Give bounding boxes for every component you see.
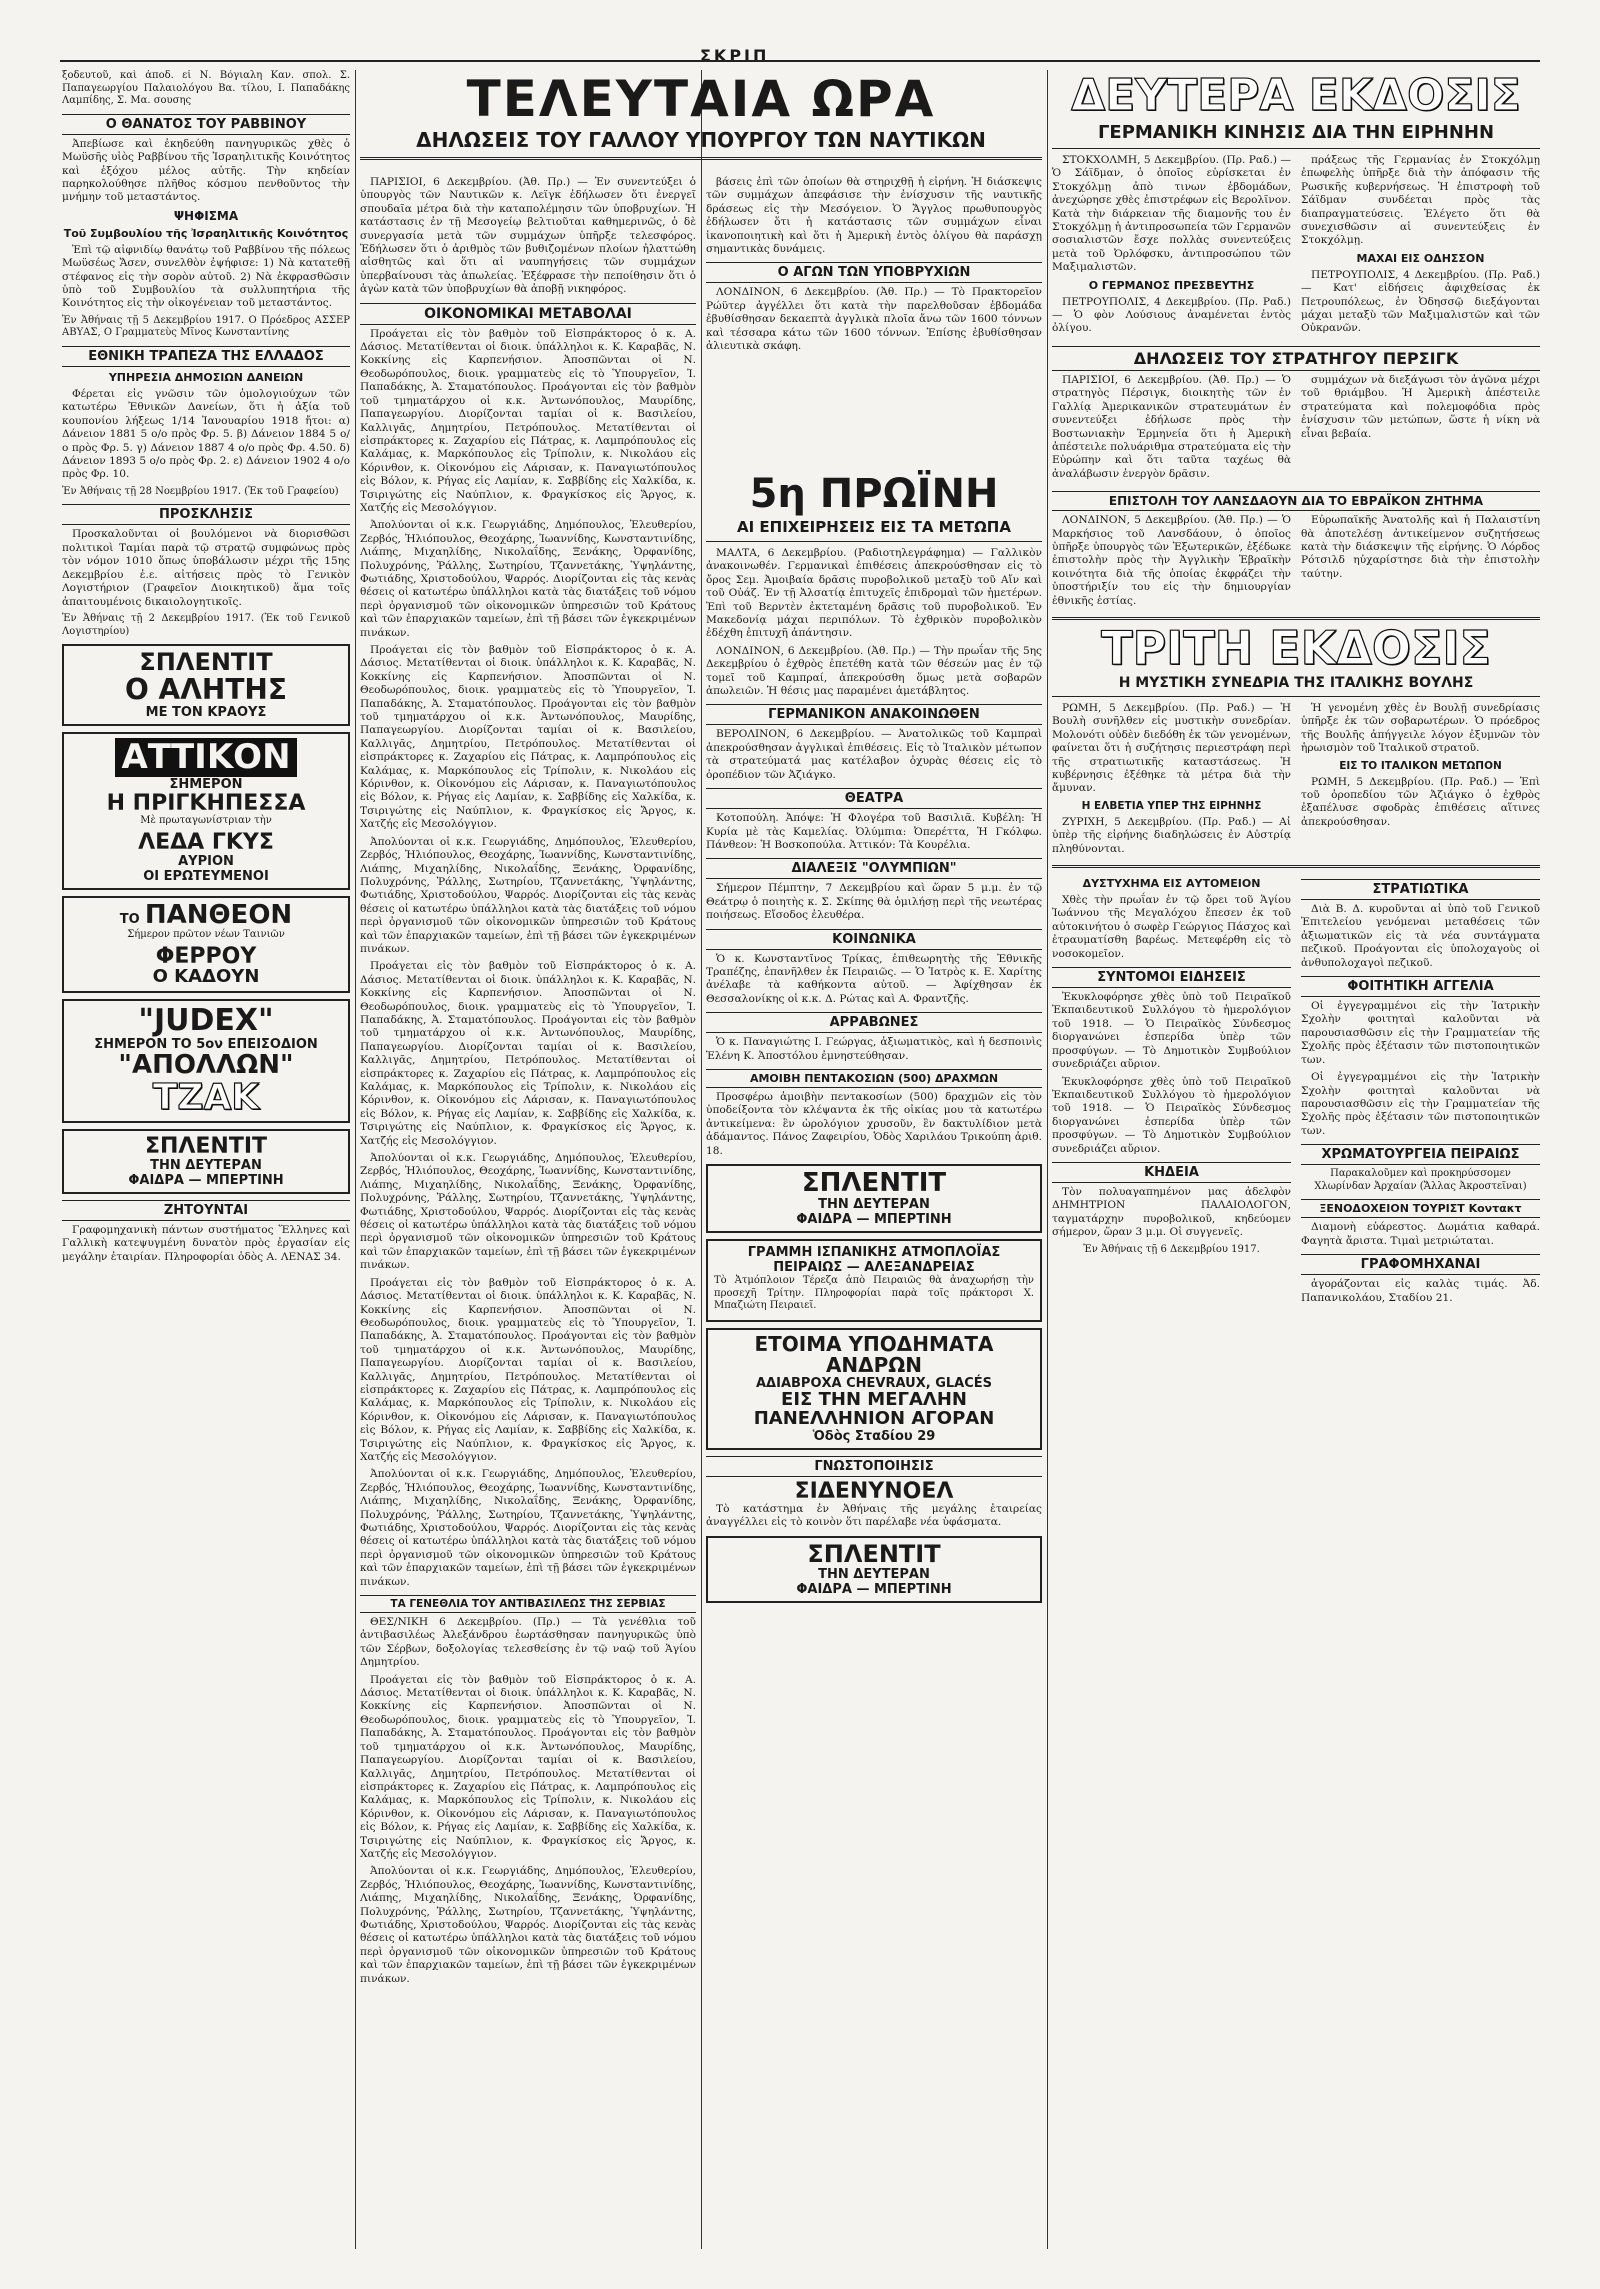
masthead-mini: ΣΚΡΙΠ [700,46,770,65]
vote-body: Ἐπὶ τῷ αἰφνιδίῳ θανάτῳ τοῦ Ραββίνου τῆς πόλεως Μωϋσέως Ἄσεν, συνελθὸν ἐψήφισε: 1) Νὰ κατατεθῇ στέφανος εἰς τὴν σορὸν αὐτοῦ. 2) Νὰ ἐκφρασθῶσιν ὑπὸ τοῦ Συμβουλίου τὰ συλλυπητήρια τῆς Κοινότητος εἰς τὴν οἰκογένειαν τοῦ μεταστάντος. [62,243,350,310]
pershing-right: συμμάχων νὰ διεξάγωσι τὸν ἀγῶνα μέχρι τοῦ θριάμβου. Ἡ Ἀμερικὴ ἀπέστειλε στρατεύματα καὶ πολεμοφόδια πρὸς ἐνίσχυσιν τῶν μετώπων, ὥστε ἡ νίκη νὰ εἶναι βεβαία. [1301,373,1540,440]
judex-title: "JUDEX" [138,1003,274,1039]
students-body-cont: Οἱ ἐγγεγραμμένοι εἰς τὴν Ἰατρικὴν Σχολὴν φοιτηταὶ καλοῦνται νὰ παρουσιασθῶσιν εἰς τὴν Γραμματείαν τῆς Σχολῆς πρὸς ἐξέτασιν τῶν πιστοποιητικῶν των. [1301,1071,1540,1137]
maximal-body: ΠΕΤΡΟΥΠΟΛΙΣ, 4 Δεκεμβρίου. (Πρ. Ραδ.) — Κατ' εἰδήσεις ἀφιχθείσας ἐκ Πετρουπόλεως, ἐν Ὀδησσῷ διεξάγονται μάχαι μεταξὺ τῶν Μαξιμαλιστῶν καὶ τῶν Οὐκρανῶν. [1301,268,1540,335]
vote-sub: Τοῦ Συμβουλίου τῆς Ἰσραηλιτικῆς Κοινότητος [63,226,349,240]
shoes-sub: ΑΔΙΑΒΡΟΧΑ CHEVRAUX, GLACÉS [756,1376,992,1392]
ambass-title: Ο ΓΕΡΜΑΝΟΣ ΠΡΕΣΒΕΥΤΗΣ [1088,278,1255,292]
splendid-ad-2 [706,1536,1042,1603]
tzak: ΤΖΑΚ [152,1076,260,1118]
cinema2-top: ΑΤΤΙΚΟΝ [115,738,296,778]
invite-title: ΠΡΟΣΚΛΗΣΙΣ [62,504,350,525]
swiss-body: ΖΥΡΙΧΗ, 5 Δεκεμβρίου. (Πρ. Ραδ.) — Αἱ ὑπὲρ τῆς εἰρήνης διαδηλώσεις ἐν Αὐστρίᾳ πληθύνονται. [1052,815,1291,855]
cinema2-title: Η ΠΡΙΓΚΗΠΕΣΣΑ [106,791,306,817]
right-body1: βάσεις ἐπὶ τῶν ὁποίων θὰ στηριχθῇ ἡ εἰρήνη. Ἡ διάσκεψις τῶν συμμάχων ἀπεφάσισε τὴν ἐνίσχυσιν τῆς ναυτικῆς δράσεως εἰς τὴν Μεσόγειον. Ὁ Ἄγγλος πρωθυπουργὸς ἐδήλωσεν ὅτι ἡ κατάστασις τῶν συμμάχων εἶναι ἱκανοποιητικὴ καὶ ὅτι ἡ Ἀμερικὴ ἐντὸς ὀλίγου θὰ παράσχῃ σημαντικὰς δυνάμεις. [706,176,1042,256]
brief-body-cont: Ἐκυκλοφόρησε χθὲς ὑπὸ τοῦ Πειραϊκοῦ Ἐκπαιδευτικοῦ Συλλόγου τὸ ἡμερολόγιον τοῦ 1918. — Ὁ Πειραϊκὸς Σύνδεσμος διοργανώνει ἐσπερίδα ὑπὲρ τῶν προσφύγων. — Τὸ Δημοτικὸν Συμβούλιον συνεδριάζει αὔριον. [1052,1075,1291,1155]
econ-body2-cont2: Ἀπολύονται οἱ κ.κ. Γεωργιάδης, Δημόπουλος, Ἐλευθερίου, Ζερβός, Ἠλιόπουλος, Θεοχάρης, Ἰωαννίδης, Κωνσταντινίδης, Λιάπης, Μιχαηλίδης, Νικολαΐδης, Ξενάκης, Ὀρφανίδης, Πολυχρόνης, Ῥάλλης, Σωτηρίου, Τζαννετάκης, Ὑψηλάντης, Φωτιάδης, Χριστοδούλου, Ψαρρός. Διορίζονται εἰς τὰς κενὰς θέσεις οἱ κατωτέρω ὑπάλληλοι κατὰ τὰς διατάξεις τοῦ νόμου περὶ ὀργανισμοῦ τῶν οἰκονομικῶν ὑπηρεσιῶν τοῦ Κράτους καὶ τῶν ἐπαρχιακῶν ταμείων, ἐπὶ τῇ βάσει τῶν ἐγκεκριμένων πινάκων. [360,1152,696,1272]
typewriter-title: ΓΡΑΦΟΜΗΧΑΝΑΙ [1301,1254,1540,1275]
third-edition-title: ΤΡΙΤΗ ΕΚΔΟΣΙΣ [1101,620,1491,675]
notice-title: ΓΝΩΣΤΟΠΟΙΗΣΙΣ [706,1456,1042,1477]
students-body: Οἱ ἐγγεγραμμένοι εἰς τὴν Ἰατρικὴν Σχολὴν φοιτηταὶ καλοῦνται νὰ παρουσιασθῶσιν εἰς τὴν Γραμματείαν τῆς Σχολῆς πρὸς ἐξέτασιν τῶν πιστοποιητικῶν των. [1301,1000,1540,1066]
cinema2-star: ΛΕΔΑ ΓΚΥΣ [138,830,274,856]
last-hour-title: ΤΕΛΕΥΤΑΙΑ ΩΡΑ [466,70,936,128]
econ-body2-cont4: Ἀπολύονται οἱ κ.κ. Γεωργιάδης, Δημόπουλος, Ἐλευθερίου, Ζερβός, Ἠλιόπουλος, Θεοχάρης, Ἰωαννίδης, Κωνσταντινίδης, Λιάπης, Μιχαηλίδης, Νικολαΐδης, Ξενάκης, Ὀρφανίδης, Πολυχρόνης, Ῥάλλης, Σωτηρίου, Τζαννετάκης, Ὑψηλάντης, Φωτιάδης, Χριστοδούλου, Ψαρρός. Διορίζονται εἰς τὰς κενὰς θέσεις οἱ κατωτέρω ὑπάλληλοι κατὰ τὰς διατάξεις τοῦ νόμου περὶ ὀργανισμοῦ τῶν οἰκονομικῶν ὑπηρεσιῶν τοῦ Κράτους καὶ τῶν ἐπαρχιακῶν ταμείων, ἐπὶ τῇ βάσει τῶν ἐγκεκριμένων πινάκων. [360,1865,696,1985]
lans-title: ΕΠΙΣΤΟΛΗ ΤΟΥ ΛΑΝΣΔΑΟΥΝ ΔΙΑ ΤΟ ΕΒΡΑΪΚΟΝ ΖΗΤΗΜΑ [1052,491,1540,511]
theatre-body: Κοτοπούλη. Ἀπόψε: Ἡ Φλογέρα τοῦ Βασιλιᾶ. Κυβέλη: Ἡ Κυρία μὲ τὰς Καμελίας. Ὀλύμπια: Ὀπερέττα, Ἡ Γκόλφω. Πάνθεον: Ἡ Βοσκοπούλα. Ἀττικόν: Τὰ Κουρέλια. [706,812,1042,851]
econ-body2-cont3: Ἀπολύονται οἱ κ.κ. Γεωργιάδης, Δημόπουλος, Ἐλευθερίου, Ζερβός, Ἠλιόπουλος, Θεοχάρης, Ἰωαννίδης, Κωνσταντινίδης, Λιάπης, Μιχαηλίδης, Νικολαΐδης, Ξενάκης, Ὀρφανίδης, Πολυχρόνης, Ῥάλλης, Σωτηρίου, Τζαννετάκης, Ὑψηλάντης, Φωτιάδης, Χριστοδούλου, Ψαρρός. Διορίζονται εἰς τὰς κενὰς θέσεις οἱ κατωτέρω ὑπάλληλοι κατὰ τὰς διατάξεις τοῦ νόμου περὶ ὀργανισμοῦ τῶν οἰκονομικῶν ὑπηρεσιῶν τοῦ Κράτους καὶ τῶν ἐπαρχιακῶν ταμείων, ἐπὶ τῇ βάσει τῶν ἐγκεκριμένων πινάκων. [360,1468,696,1588]
splendid-sub2: ΦΑΙΔΡΑ — ΜΠΕΡΤΙΝΗ [796,1212,952,1228]
cinema3-mid: ΦΕΡΡΟΥ [155,944,257,970]
splendid-title: ΣΠΛΕΝΤΙΤ [801,1168,947,1198]
econ-body-cont: Προάγεται εἰς τὸν βαθμὸν τοῦ Εἰσπράκτορος ὁ κ. Α. Δάσιος. Μετατίθενται οἱ διοικ. ὑπάλληλοι κ. Κ. Καραβᾶς, Ν. Κοκκίνης εἰς Καρπενήσιον. Ἀποσπῶνται οἱ Ν. Θεοδωρόπουλος, διοικ. γραμματεὺς εἰς τὸ Ὑπουργεῖον, Ἰ. Παπαδάκης, Ἀ. Σταματόπουλος. Προάγονται εἰς τὸν βαθμὸν τοῦ τμηματάρχου οἱ κ.κ. Ἀντωνόπουλος, Μαυρίδης, Παπαγεωργίου. Διορίζονται ταμίαι οἱ κ. Βασιλείου, Καλλιγᾶς, Δημητρίου, Πετρόπουλος. Μετατίθενται οἱ εἰσπράκτορες κ. Ζαχαρίου εἰς Πάτρας, κ. Λαμπρόπουλος εἰς Καλάμας, κ. Μαρκόπουλος εἰς Τρίπολιν, κ. Νικολάου εἰς Κόρινθον, κ. Οἰκονόμου εἰς Λάρισαν, κ. Παναγιωτόπουλος εἰς Βόλον, κ. Ρήγας εἰς Λαμίαν, κ. Σαββίδης εἰς Χαλκίδα, κ. Τσιριγώτης εἰς Ναύπλιον, κ. Φραγκίσκος εἰς Ἄργος, κ. Χατζής εἰς Μεσολόγγιον. [360,644,696,831]
line-ad [706,1239,1042,1322]
splendid2-sub: ΤΗΝ ΔΕΥΤΕΡΑΝ [818,1566,930,1582]
german-title: ΓΕΡΜΑΝΙΚΟΝ ΑΝΑΚΟΙΝΩΘΕΝ [706,704,1042,725]
army-title: ΣΤΡΑΤΙΩΤΙΚΑ [1301,879,1540,900]
col3-lower [1052,873,1540,1309]
accident-title: ΔΥΣΤΥΧΗΜΑ ΕΙΣ ΑΥΤΟΜΕΙΟΝ [1082,877,1261,891]
olympia-title: ΔΙΑΛΕΞΙΣ "ΟΛΥΜΠΙΩΝ" [706,858,1042,879]
bank-sub: ΥΠΗΡΕΣΙΑ ΔΗΜΟΣΙΩΝ ΔΑΝΕΙΩΝ [108,371,304,385]
second-body-left: ΣΤΟΚΧΟΛΜΗ, 5 Δεκεμβρίου. (Πρ. Ραδ.) — Ὁ Σάϊδμαν, ὁ ὁποῖος εὑρίσκεται ἐν Στοκχόλμῃ ἀπὸ τινων ἑβδομάδων, ἀνεχώρησε χθὲς ἐπιστρέφων εἰς Βερολῖνον. Κατὰ τὴν διάρκειαν τῆς διαμονῆς του ἐν Στοκχόλμῃ ἡ ἀντιπροσωπεία τῶν Γερμανῶν σοσιαλιστῶν ἔσχε πολλὰς συνεντεύξεις μετὰ τοῦ Ὀρλόφσκυ, ἀντιπροσώπου τῶν Μαξιμαλιστῶν. [1052,154,1291,274]
econ-body-cont3: Προάγεται εἰς τὸν βαθμὸν τοῦ Εἰσπράκτορος ὁ κ. Α. Δάσιος. Μετατίθενται οἱ διοικ. ὑπάλληλοι κ. Κ. Καραβᾶς, Ν. Κοκκίνης εἰς Καρπενήσιον. Ἀποσπῶνται οἱ Ν. Θεοδωρόπουλος, διοικ. γραμματεὺς εἰς τὸ Ὑπουργεῖον, Ἰ. Παπαδάκης, Ἀ. Σταματόπουλος. Προάγονται εἰς τὸν βαθμὸν τοῦ τμηματάρχου οἱ κ.κ. Ἀντωνόπουλος, Μαυρίδης, Παπαγεωργίου. Διορίζονται ταμίαι οἱ κ. Βασιλείου, Καλλιγᾶς, Δημητρίου, Πετρόπουλος. Μετατίθενται οἱ εἰσπράκτορες κ. Ζαχαρίου εἰς Πάτρας, κ. Λαμπρόπουλος εἰς Καλάμας, κ. Μαρκόπουλος εἰς Τρίπολιν, κ. Νικολάου εἰς Κόρινθον, κ. Οἰκονόμου εἰς Λάρισαν, κ. Παναγιωτόπουλος εἰς Βόλον, κ. Ρήγας εἰς Λαμίαν, κ. Σαββίδης εἰς Χαλκίδα, κ. Τσιριγώτης εἰς Ναύπλιον, κ. Φραγκίσκος εἰς Ἄργος, κ. Χατζής εἰς Μεσολόγγιον. [360,1276,696,1463]
olympia-body: Σήμερον Πέμπτην, 7 Δεκεμβρίου καὶ ὥραν 5 μ.μ. ἐν τῷ Θεάτρῳ ὁ ποιητὴς κ. Σ. Σκίπης θὰ ὁμιλήσῃ περὶ τῆς νεωτέρας ποιήσεως. Εἴσοδος ἐλευθέρα. [706,882,1042,922]
engage-title: ΑΡΡΑΒΩΝΕΣ [706,1012,1042,1033]
social-title: ΚΟΙΝΩΝΙΚΑ [706,929,1042,950]
last-hour-sub: ΔΗΛΩΣΕΙΣ ΤΟΥ ΓΑΛΛΟΥ ΥΠΟΥΡΓΟΥ ΤΩΝ ΝΑΥΤΙΚΩΝ [416,128,986,152]
pershing-body [1052,374,1540,485]
cinema1-title: Ο ΑΛΗΤΗΣ [125,673,287,707]
third-body [1052,702,1540,860]
cinema3-body: Σήμερον πρῶτον νέων Ταινιῶν [127,929,285,941]
shoes-where: ΕΙΣ ΤΗΝ ΜΕΓΑΛΗΝ ΠΑΝΕΛΛΗΝΙΟΝ ΑΓΟΡΑΝ [753,1389,995,1429]
cinema3-kados: Ο ΚΑΔΟΥΝ [152,966,260,988]
column-rule [1047,70,1048,2249]
cinema2-next: ΟΙ ΕΡΩΤΕΥΜΕΝΟΙ [143,869,269,885]
cinema2-note: Μὲ πρωταγωνίστριαν τὴν [140,815,272,827]
pershing-left: ΠΑΡΙΣΙΟΙ, 6 Δεκεμβρίου. (Ἀθ. Πρ.) — Ὁ στρατηγὸς Πέρσιγκ, διοικητὴς τῶν ἐν Γαλλίᾳ Ἀμερικανικῶν στρατευμάτων ἐν συνεντεύξει ἐδήλωσε πρὸς τὴν Βοστωνιακὴν Ἑρμηνεία ὅτι ἡ Ἀμερικὴ ἀπέστειλε πολυάριθμα στρατεύματα εἰς τὴν Εὐρώπην καὶ ὅτι ταῦτα ταχέως θὰ ἀναλάβωσιν ἐνεργὸν δρᾶσιν. [1052,373,1291,480]
students-title: ΦΟΙΤΗΤΙΚΗ ΑΓΓΕΛΙΑ [1301,976,1540,997]
splendid-b-sub2: ΦΑΙΔΡΑ — ΜΠΕΡΤΙΝΗ [128,1172,284,1188]
brief-body: Ἐκυκλοφόρησε χθὲς ὑπὸ τοῦ Πειραϊκοῦ Ἐκπαιδευτικοῦ Συλλόγου τὸ ἡμερολόγιον τοῦ 1918. — Ὁ Πειραϊκὸς Σύνδεσμος διοργανώνει ἐσπερίδα ὑπὲρ τῶν προσφύγων. — Τὸ Δημοτικὸν Συμβούλιον συνεδριάζει αὔριον. [1052,991,1291,1071]
notice-body: Τὸ κατάστημα ἐν Ἀθήναις τῆς μεγάλης ἑταιρείας ἀναγγέλλει εἰς τὸ κοινὸν ὅτι παρέλαβε νέα ὑφάσματα. [706,1502,1042,1529]
cinema1-top: ΣΠΛΕΝΤΙΤ [139,648,273,677]
invite-body: Προσκαλοῦνται οἱ βουλόμενοι νὰ διορισθῶσι πολιτικοὶ Ταμίαι παρὰ τῷ στρατῷ συμφώνως πρὸς τὸν νόμον 1010 ὅπως ὑποβάλωσιν μέχρι τῆς 15ης Δεκεμβρίου ἐ.ε. αἰτήσεις πρὸς τὸ Γενικὸν Λογιστήριον (Γραφεῖον Διοικητικοῦ) ἅμα τοῖς ἀπαιτουμένοις δικαιολογητικοῖς. [62,528,350,608]
funeral-date: Ἐν Ἀθήναις τῇ 6 Δεκεμβρίου 1917. [1083,1243,1260,1255]
econ-body-cont4: Προάγεται εἰς τὸν βαθμὸν τοῦ Εἰσπράκτορος ὁ κ. Α. Δάσιος. Μετατίθενται οἱ διοικ. ὑπάλληλοι κ. Κ. Καραβᾶς, Ν. Κοκκίνης εἰς Καρπενήσιον. Ἀποσπῶνται οἱ Ν. Θεοδωρόπουλος, διοικ. γραμματεὺς εἰς τὸ Ὑπουργεῖον, Ἰ. Παπαδάκης, Ἀ. Σταματόπουλος. Προάγονται εἰς τὸν βαθμὸν τοῦ τμηματάρχου οἱ κ.κ. Ἀντωνόπουλος, Μαυρίδης, Παπαγεωργίου. Διορίζονται ταμίαι οἱ κ. Βασιλείου, Καλλιγᾶς, Δημητρίου, Πετρόπουλος. Μετατίθενται οἱ εἰσπράκτορες κ. Ζαχαρίου εἰς Πάτρας, κ. Λαμπρόπουλος εἰς Καλάμας, κ. Μαρκόπουλος εἰς Τρίπολιν, κ. Νικολάου εἰς Κόρινθον, κ. Οἰκονόμου εἰς Λάρισαν, κ. Παναγιωτόπουλος εἰς Βόλον, κ. Ρήγας εἰς Λαμίαν, κ. Σαββίδης εἰς Χαλκίδα, κ. Τσιριγώτης εἰς Ναύπλιον, κ. Φραγκίσκος εἰς Ἄργος, κ. Χατζής εἰς Μεσολόγγιον. [360,1673,696,1860]
german-body: ΒΕΡΟΛΙΝΟΝ, 6 Δεκεμβρίου. — Ἀνατολικῶς τοῦ Καμπραὶ ἀπεκρούσθησαν ἀγγλικαὶ ἐπιθέσεις. Εἰς τὸ Ἰταλικὸν μέτωπον τὰ στρατεύματά μας κατέλαβον ὀχυρὰς θέσεις εἰς τὸ ὀροπέδιον τῶν Ἀζιάγκο. [706,728,1042,781]
maximal-title: ΜΑΧΑΙ ΕΙΣ ΟΔΗΣΣΟΝ [1356,251,1485,265]
ed5-right: ΛΟΝΔΙΝΟΝ, 6 Δεκεμβρίου. (Ἀθ. Πρ.) — Τὴν πρωΐαν τῆς 5ης Δεκεμβρίου ὁ ἐχθρὸς ἐπετέθη κατὰ τῶν θέσεών μας ἐν τῷ τομεῖ τοῦ Καμπραί, ἀπεκρούσθη ὅμως μετὰ σοβαρῶν ἀπωλειῶν. Ἡ θέσις μας παραμένει ἀμετάβλητος. [706,644,1042,698]
column-rule [355,70,356,2249]
cinema1-sub: ΜΕ ΤΟΝ ΚΡΑΟΥΣ [145,704,267,720]
second-edition-title: ΔΕΥΤΕΡΑ ΕΚΔΟΣΙΣ [1071,70,1521,121]
shoes-title: ΕΤΟΙΜΑ ΥΠΟΔΗΜΑΤΑ ΑΝΔΡΩΝ [754,1332,994,1378]
ital-title: ΕΙΣ ΤΟ ΙΤΑΛΙΚΟΝ ΜΕΤΩΠΟΝ [1339,759,1502,772]
invite-sign: Ἐν Ἀθήναις τῇ 2 Δεκεμβρίου 1917. (Ἐκ τοῦ Γενικοῦ Λογιστηρίου) [62,612,350,637]
accident-body: Χθὲς τὴν πρωΐαν ἐν τῷ ὄρει τοῦ Ἁγίου Ἰωάννου τῆς Μεγαλόχου ἔπεσεν ἐκ τοῦ αὐτοκινήτου ὁ σωφὲρ Γεώργιος Πάσχος καὶ ἐτραυματίσθη βαρέως. Μετεφέρθη εἰς τὸ νοσοκομεῖον. [1052,894,1291,960]
gen-body: ΘΕΣ/ΝΙΚΗ 6 Δεκεμβρίου. (Πρ.) — Τὰ γενέθλια τοῦ ἀντιβασιλέως Ἀλεξάνδρου ἑωρτάσθησαν πανηγυρικῶς ὑπὸ τῶν Σέρβων, δοξολογίας τελεσθείσης ἐν τῷ ναῷ τοῦ Ἁγίου Δημητρίου. [360,1616,696,1669]
rabbi-body: Ἀπεβίωσε καὶ ἐκηδεύθη πανηγυρικῶς χθὲς ὁ Μωϋσῆς υἱὸς Ραββίνου τῆς Ἰσραηλιτικῆς Κοινότητος καὶ ἐξόχου μέλος αὐτῆς. Τὴν κηδείαν παρηκολούθησε πλῆθος κόσμου πενθοῦντος τὴν μνήμην τοῦ μεταστάντος. [62,137,350,204]
splendid-b-sub: ΤΗΝ ΔΕΥΤΕΡΑΝ [150,1157,262,1173]
econ-title: ΟΙΚΟΝΟΜΙΚΑΙ ΜΕΤΑΒΟΛΑΙ [360,303,696,325]
line-body: Τὸ Ἀτμόπλοιον Τέρεζα ἀπὸ Πειραιῶς θὰ ἀναχωρήσῃ τὴν προσεχῆ Τρίτην. Πληροφορίαι παρὰ τοῖς πράκτορσι Χ. Μπαζιώτη Πειραιεῖ. [714,1275,1034,1312]
cinema-ad-judex [62,999,350,1123]
apollon: "ΑΠΟΛΛΩΝ" [118,1049,294,1080]
second-body-right: πράξεως τῆς Γερμανίας ἐν Στοκχόλμῃ ἐπωφελὴς ὑπῆρξε διὰ τὴν ἀπόφασιν τῆς Ρωσικῆς κυβερνήσεως. Ἡ ἐπιστροφὴ τοῦ Σάϊδμαν συνδέεται πρὸς τὰς διαπραγματεύσεις. Ἐλέγετο ὅτι θὰ συνεχισθῶσιν αἱ συνεντεύξεις ἐν Στοκχόλμῃ. [1301,154,1540,247]
shoes-addr: Ὁδὸς Σταδίου 29 [812,1428,936,1444]
bank-body: Φέρεται εἰς γνῶσιν τῶν ὁμολογιούχων τῶν κατωτέρω Ἐθνικῶν Δανείων, ὅτι ἡ ἀξία τοῦ κουπονίου λήξεως 1/14 Ἰανουαρίου 1918 ἤτοι: α) Δάνειον 1881 5 ο/ο πρὸς Φρ. 5. β) Δάνειον 1884 5 ο/ο πρὸς Φρ. 5. γ) Δάνειον 1887 4 ο/ο πρὸς Φρ. 4.50. δ) Δάνειον 1893 5 ο/ο πρὸς Φρ. 2. ε) Δάνειον 1902 4 ο/ο πρὸς Φρ. 10. [62,388,350,481]
submarine-title: Ο ΑΓΩΝ ΤΩΝ ΥΠΟΒΡΥΧΙΩΝ [706,262,1042,283]
top-rule [60,60,1540,62]
vote-title: ΨΗΦΙΣΜΑ [173,208,239,223]
typewriter-body: ἀγοράζονται εἰς καλὰς τιμάς. Ἀδ. Παπανικολάου, Σταδίου 21. [1301,1278,1540,1304]
ital-body: ΡΩΜΗ, 5 Δεκεμβρίου. (Πρ. Ραδ.) — Ἐπὶ τοῦ ὀροπεδίου τῶν Ἀζιάγκο ὁ ἐχθρὸς ἐξαπέλυσε σφοδρὰς ἐπιθέσεις αἵτινες ἀπεκρούσθησαν. [1301,775,1540,828]
wanted-title: ΖΗΤΟΥΝΤΑΙ [62,1200,350,1221]
brief-title: ΣΥΝΤΟΜΟΙ ΕΙΔΗΣΕΙΣ [1052,967,1291,988]
splendid-b: ΣΠΛΕΝΤΙΤ [144,1133,268,1159]
splendid2-title: ΣΠΛΕΝΤΙΤ [807,1539,941,1568]
column-2b-lower [706,470,1042,2249]
army-body: Διὰ Β. Δ. κυροῦνται αἱ ὑπὸ τοῦ Γενικοῦ Ἐπιτελείου γενόμεναι μεταθέσεις τῶν ἀξιωματικῶν εἰς τὰ νέα συντάγματα πεζικοῦ. Προάγονται εἰς ὑπολοχαγοὺς οἱ ἀνθυπολοχαγοὶ πεζικοῦ. [1301,903,1540,969]
econ-body2: Ἀπολύονται οἱ κ.κ. Γεωργιάδης, Δημόπουλος, Ἐλευθερίου, Ζερβός, Ἠλιόπουλος, Θεοχάρης, Ἰωαννίδης, Κωνσταντινίδης, Λιάπης, Μιχαηλίδης, Νικολαΐδης, Ξενάκης, Ὀρφανίδης, Πολυχρόνης, Ῥάλλης, Σωτηρίου, Τζαννετάκης, Ὑψηλάντης, Φωτιάδης, Χριστοδούλου, Ψαρρός. Διορίζονται εἰς τὰς κενὰς θέσεις οἱ κατωτέρω ὑπάλληλοι κατὰ τὰς διατάξεις τοῦ νόμου περὶ ὀργανισμοῦ τῶν οἰκονομικῶν ὑπηρεσιῶν τοῦ Κράτους καὶ τῶν ἐπαρχιακῶν ταμείων, ἐπὶ τῇ βάσει τῶν ἐγκεκριμένων πινάκων. [360,519,696,639]
submarine-body: ΛΟΝΔΙΝΟΝ, 6 Δεκεμβρίου. (Ἀθ. Πρ.) — Τὸ Πρακτορεῖον Ρώϋτερ ἀγγέλλει ὅτι κατὰ τὴν παρελθοῦσαν ἑβδομάδα ἐβυθίσθησαν δεκαεπτὰ ἀγγλικὰ πλοῖα ἄνω τῶν 1600 τόννων καὶ τέσσαρα κάτω τῶν 1600 τόννων. Ἐπίσης ἐβυθίσθησαν ἁλιευτικὰ σκάφη. [706,286,1042,353]
column-1 [62,70,350,2249]
splendid2-sub2: ΦΑΙΔΡΑ — ΜΠΕΡΤΙΝΗ [796,1581,952,1597]
funeral-title: ΚΗΔΕΙΑ [1052,1162,1291,1183]
judex-sub: ΣΗΜΕΡΟΝ ΤΟ 5ον ΕΠΕΙΣΟΔΙΟΝ [94,1036,318,1052]
econ-body-cont2: Προάγεται εἰς τὸν βαθμὸν τοῦ Εἰσπράκτορος ὁ κ. Α. Δάσιος. Μετατίθενται οἱ διοικ. ὑπάλληλοι κ. Κ. Καραβᾶς, Ν. Κοκκίνης εἰς Καρπενήσιον. Ἀποσπῶνται οἱ Ν. Θεοδωρόπουλος, διοικ. γραμματεὺς εἰς τὸ Ὑπουργεῖον, Ἰ. Παπαδάκης, Ἀ. Σταματόπουλος. Προάγονται εἰς τὸν βαθμὸν τοῦ τμηματάρχου οἱ κ.κ. Ἀντωνόπουλος, Μαυρίδης, Παπαγεωργίου. Διορίζονται ταμίαι οἱ κ. Βασιλείου, Καλλιγᾶς, Δημητρίου, Πετρόπουλος. Μετατίθενται οἱ εἰσπράκτορες κ. Ζαχαρίου εἰς Πάτρας, κ. Λαμπρόπουλος εἰς Καλάμας, κ. Μαρκόπουλος εἰς Τρίπολιν, κ. Νικολάου εἰς Κόρινθον, κ. Οἰκονόμου εἰς Λάρισαν, κ. Παναγιωτόπουλος εἰς Βόλον, κ. Ρήγας εἰς Λαμίαν, κ. Σαββίδης εἰς Χαλκίδα, κ. Τσιριγώτης εἰς Ναύπλιον, κ. Φραγκίσκος εἰς Ἄργος, κ. Χατζής εἰς Μεσολόγγιον. [360,960,696,1147]
cinema-ad-attikon [62,732,350,890]
social-body: Ὁ κ. Κωνσταντῖνος Τρίκας, ἐπιθεωρητὴς τῆς Ἐθνικῆς Τραπέζης, ἐπανῆλθεν ἐκ Πειραιῶς. — Ὁ Ἰατρὸς κ. Ε. Χαρίτης ἀνέλαβε τὰ καθήκοντα αὐτοῦ. — Ἀφίχθησαν ἐκ Θεσσαλονίκης οἱ κ.κ. Δ. Ρώτας καὶ Α. Φραντζῆς. [706,952,1042,1005]
third-edition-sub: Η ΜΥΣΤΙΚΗ ΣΥΝΕΔΡΙΑ ΤΗΣ ΙΤΑΛΙΚΗΣ ΒΟΥΛΗΣ [1118,674,1474,691]
notice-name: ΣΙΔΕΝΥΝΟΕΛ [794,1478,954,1504]
reward-title: ΑΜΟΙΒΗ ΠΕΝΤΑΚΟΣΙΩΝ (500) ΔΡΑΧΜΩΝ [706,1069,1042,1088]
splendid-ad-b [62,1129,350,1194]
vote-sign: Ἐν Ἀθήναις τῇ 5 Δεκεμβρίου 1917. Ο Πρόεδρος ΑΣΣΕΡ ΑΒΥΑΣ, Ο Γραμματεὺς Μῖνος Κωνσταντίνης [62,314,350,339]
ed5-left: ΜΑΛΤΑ, 6 Δεκεμβρίου. (Ραδιοτηλεγράφημα) — Γαλλικὸν ἀνακοινωθέν. Γερμανικαὶ ἐπιθέσεις ἀπεκρούσθησαν εἰς τὸ ὄρος Σεμ. Ἀμοιβαία δρᾶσις πυροβολικοῦ μεταξὺ τοῦ Αἴν καὶ τοῦ Οὐάζ. Ἐν τῇ Ἀλσατίᾳ ἐπιτυχεῖς ἐπιδρομαὶ τῶν ἡμετέρων. Ἐπὶ τοῦ Βερντὲν ἐκτεταμένη δρᾶσις τοῦ πυροβολικοῦ. Ἐν Μακεδονίᾳ μάχαι περιπόλων. Τὸ ἐχθρικὸν πυροβολικὸν ἐδέχθη ἐπιτυχῆ ἀπάντησιν. [706,547,1042,640]
swiss-title: Η ΕΛΒΕΤΙΑ ΥΠΕΡ ΤΗΣ ΕΙΡΗΝΗΣ [1081,799,1262,812]
top-fragment: ξοδευτοῦ, καὶ ἀποδ. εἰ Ν. Βόγιαλη Καν. σπολ. Σ. Παπαγεωργίου Παλαιολόγου Βα. τίλου, Ι. Παπαδάκης Λαμπίδης, Σ. Μα. σουσης [62,70,350,107]
cinema3-title: ΠΑΝΘΕΟΝ [144,900,293,931]
lans-body [1052,514,1540,612]
ambass-body: ΠΕΤΡΟΥΠΟΛΙΣ, 4 Δεκεμβρίου. (Πρ. Ραδ.) — Ὁ φὸν Λούσιους ἀναμένεται ἐντὸς ὀλίγου. [1052,295,1291,335]
bank-sign: Ἐν Ἀθήναις τῇ 28 Νοεμβρίου 1917. (Ἐκ τοῦ Γραφείου) [62,485,339,497]
splendid-ad [706,1164,1042,1233]
econ-body: Προάγεται εἰς τὸν βαθμὸν τοῦ Εἰσπράκτορος ὁ κ. Α. Δάσιος. Μετατίθενται οἱ διοικ. ὑπάλληλοι κ. Κ. Καραβᾶς, Ν. Κοκκίνης εἰς Καρπενήσιον. Ἀποσπῶνται οἱ Ν. Θεοδωρόπουλος, διοικ. γραμματεὺς εἰς τὸ Ὑπουργεῖον, Ἰ. Παπαδάκης, Ἀ. Σταματόπουλος. Προάγονται εἰς τὸν βαθμὸν τοῦ τμηματάρχου οἱ κ.κ. Ἀντωνόπουλος, Μαυρίδης, Παπαγεωργίου. Διορίζονται ταμίαι οἱ κ. Βασιλείου, Καλλιγᾶς, Δημητρίου, Πετρόπουλος. Μετατίθενται οἱ εἰσπράκτορες κ. Ζαχαρίου εἰς Πάτρας, κ. Λαμπρόπουλος εἰς Καλάμας, κ. Μαρκόπουλος εἰς Τρίπολιν, κ. Νικολάου εἰς Κόρινθον, κ. Οἰκονόμου εἰς Λάρισαν, κ. Παναγιωτόπουλος εἰς Βόλον, κ. Ρήγας εἰς Λαμίαν, κ. Σαββίδης εἰς Χαλκίδα, κ. Τσιριγώτης εἰς Ναύπλιον, κ. Φραγκίσκος εἰς Ἄργος, κ. Χατζής εἰς Μεσολόγγιον. [360,327,696,514]
cinema-ad-pantheon [62,896,350,993]
dye-body: Παρακαλοῦμεν καὶ προκηρύσσομεν Χλωρίνδαν Ἀρχαίαν (Ἄλλας Ἀκροστεῖναι) [1314,1168,1527,1192]
cinema2-mid: ΣΗΜΕΡΟΝ [169,777,243,793]
wanted-body: Γραφομηχανικὴ πάντων συστήματος Ἕλληνες καὶ Γαλλικὴ κατεψυγμένη δυνατὸν πρὸς ἐργασίαν εἰς μεγάλην ἐταιρίαν. Πληροφορίαι ὁδὸς Α. ΛΕΝΑΣ 34. [62,1223,350,1263]
third-right: Ἡ γενομένη χθὲς ἐν Βουλῇ συνεδρίασις ὑπῆρξε ἐκ τῶν σοβαρωτέρων. Ὁ πρόεδρος τῆς Βουλῆς ἀπήγγειλε λόγον ἐξυμνῶν τὸν ἡρωισμὸν τοῦ Ἰταλικοῦ στρατοῦ. [1301,701,1540,755]
funeral-body: Τὸν πολυαγαπημένον μας ἀδελφὸν ΔΗΜΗΤΡΙΟΝ ΠΑΛΑΙΟΛΟΓΟΝ, ταγματάρχην πυροβολικοῦ, κηδεύομεν σήμερον, ὥραν 3 μ.μ. Οἱ συγγενεῖς. [1052,1185,1291,1239]
cinema3-small: ΤΟ [119,912,140,928]
column-2 [360,176,696,2249]
splendid-sub: ΤΗΝ ΔΕΥΤΕΡΑΝ [818,1197,930,1213]
bank-title: ΕΘΝΙΚΗ ΤΡΑΠΕΖΑ ΤΗΣ ΕΛΛΑΔΟΣ [62,346,350,367]
econ-body2-cont: Ἀπολύονται οἱ κ.κ. Γεωργιάδης, Δημόπουλος, Ἐλευθερίου, Ζερβός, Ἠλιόπουλος, Θεοχάρης, Ἰωαννίδης, Κωνσταντινίδης, Λιάπης, Μιχαηλίδης, Νικολαΐδης, Ξενάκης, Ὀρφανίδης, Πολυχρόνης, Ῥάλλης, Σωτηρίου, Τζαννετάκης, Ὑψηλάντης, Φωτιάδης, Χριστοδούλου, Ψαρρός. Διορίζονται εἰς τὰς κενὰς θέσεις οἱ κατωτέρω ὑπάλληλοι κατὰ τὰς διατάξεις τοῦ νόμου περὶ ὀργανισμοῦ τῶν οἰκονομικῶν ὑπηρεσιῶν τοῦ Κράτους καὶ τῶν ἐπαρχιακῶν ταμείων, ἐπὶ τῇ βάσει τῶν ἐγκεκριμένων πινάκων. [360,835,696,955]
cinema-ad-splendid [62,644,350,726]
gen-title: ΤΑ ΓΕΝΕΘΛΙΑ ΤΟΥ ΑΝΤΙΒΑΣΙΛΕΩΣ ΤΗΣ ΣΕΡΒΙΑΣ [360,1595,696,1613]
last-hour-body: ΠΑΡΙΣΙΟΙ, 6 Δεκεμβρίου. (Ἀθ. Πρ.) — Ἐν συνεντεύξει ὁ ὑπουργὸς τῶν Ναυτικῶν κ. Λεϊγκ ἐδήλωσεν ὅτι ἐνεργεῖ σπουδαῖα μέτρα διὰ τὴν καταπολέμησιν τῶν ὑποβρυχίων. Ἡ κατάστασις ἐν τῇ Μεσογείῳ βελτιοῦται καθημερινῶς, ὁ δὲ συνεργασία μετὰ τῶν συμμάχων ὑπῆρξε τελεσφόρος. Ἐδήλωσεν ὅτι ὁ ἀριθμὸς τῶν βυθιζομένων πλοίων ἠλαττώθη αἰσθητῶς καὶ ὅτι αἱ ναυπηγήσεις τῶν συμμάχων ὑπερβαίνουσι τὰς ἀπωλείας. Ἐξέφρασε τὴν πεποίθησιν ὅτι ὁ ἀγὼν κατὰ τῶν ὑποβρυχίων θὰ ἀποβῇ νικηφόρος. [360,176,696,296]
edition5-sub: ΑΙ ΕΠΙΧΕΙΡΗΣΕΙΣ ΕΙΣ ΤΑ ΜΕΤΩΠΑ [737,518,1011,536]
column-3 [1052,70,1540,2249]
reward-body: Προσφέρω ἀμοιβὴν πεντακοσίων (500) δραχμῶν εἰς τὸν ὑποδείξοντα τὸν κλέψαντα ἐκ τῆς οἰκίας μου τὰ κατωτέρω ἀντικείμενα: ἓν ὡρολόγιον χρυσοῦν, ἓν δακτυλίδιον μετὰ ἀδάμαντος. Πάνος Ζαφειρίου, Ὁδὸς Χαριλάου Τρικούπη ἀριθ. 18. [706,1090,1042,1157]
edition5-title: 5η ΠΡΩΪΝΗ [749,471,999,517]
shoes-ad [706,1328,1042,1450]
pershing-title: ΔΗΛΩΣΕΙΣ ΤΟΥ ΣΤΡΑΤΗΓΟΥ ΠΕΡΣΙΓΚ [1052,346,1540,371]
theatre-title: ΘΕΑΤΡΑ [706,788,1042,809]
second-edition-body [1052,154,1540,340]
rabbi-title: Ο ΘΑΝΑΤΟΣ ΤΟΥ ΡΑΒΒΙΝΟΥ [62,114,350,135]
hotel-body: Διαμονὴ εὐάρεστος. Δωμάτια καθαρά. Φαγητὰ ἄριστα. Τιμαὶ μετριώταται. [1301,1221,1540,1247]
line-sub: ΠΕΙΡΑΙΩΣ — ΑΛΕΞΑΝΔΡΕΙΑΣ [773,1260,975,1276]
third-left: ΡΩΜΗ, 5 Δεκεμβρίου. (Πρ. Ραδ.) — Ἡ Βουλὴ συνῆλθεν εἰς μυστικὴν συνεδρίαν. Μολονότι οὐδὲν διεδόθη ἐκ τῶν γενομένων, φαίνεται ὅτι ἡ συζήτησις περιεστράφη περὶ τῆς στρατιωτικῆς καταστάσεως. Ἡ κυβέρνησις ἐξέθηκε τὰ μέτρα διὰ τὴν ἄμυναν. [1052,701,1291,795]
engage-body: Ὁ κ. Παναγιώτης Ι. Γεώργας, ἀξιωματικὸς, καὶ ἡ δεσποινὶς Ἑλένη Κ. Ἀποστόλου ἐμνηστεύθησαν. [706,1036,1042,1062]
dye-title: ΧΡΩΜΑΤΟΥΡΓΕΙΑ ΠΕΙΡΑΙΩΣ [1301,1144,1540,1165]
hotel-title: ΞΕΝΟΔΟΧΕΙΟΝ ΤΟΥΡΙΣΤ Κοντακτ [1301,1199,1540,1218]
cinema2-tomorrow: ΑΥΡΙΟΝ [178,854,234,870]
line-title: ΓΡΑΜΜΗ ΙΣΠΑΝΙΚΗΣ ΑΤΜΟΠΛΟΪΑΣ [747,1245,1001,1261]
lans-left: ΛΟΝΔΙΝΟΝ, 5 Δεκεμβρίου. (Ἀθ. Πρ.) — Ὁ Μαρκήσιος τοῦ Λανσδάουν, ὁ ὁποῖος ὑπῆρξε ὑπουργὸς τῶν Ἐξωτερικῶν, ἐξέδωκε ἐπιστολὴν πρὸς τὴν Ἀγγλικὴν Ἑβραϊκὴν κοινότητα διὰ τῆς ὁποίας ἐκφράζει τὴν ὑποστήριξίν του εἰς τὴν δημιουργίαν ἐθνικῆς ἑστίας. [1052,514,1291,607]
lans-right: Εὐρωπαϊκῆς Ἀνατολῆς καὶ ἡ Παλαιστίνη θὰ ἀποτελέσῃ ἀντικείμενον συζητήσεως κατὰ τὴν διάσκεψιν τῆς εἰρήνης. Ὁ Λόρδος Ρότσιλδ ηὐχαρίστησε διὰ τὴν ἐπιστολὴν ταύτην. [1301,514,1540,580]
second-edition-sub: ΓΕΡΜΑΝΙΚΗ ΚΙΝΗΣΙΣ ΔΙΑ ΤΗΝ ΕΙΡΗΝΗΝ [1097,122,1495,143]
